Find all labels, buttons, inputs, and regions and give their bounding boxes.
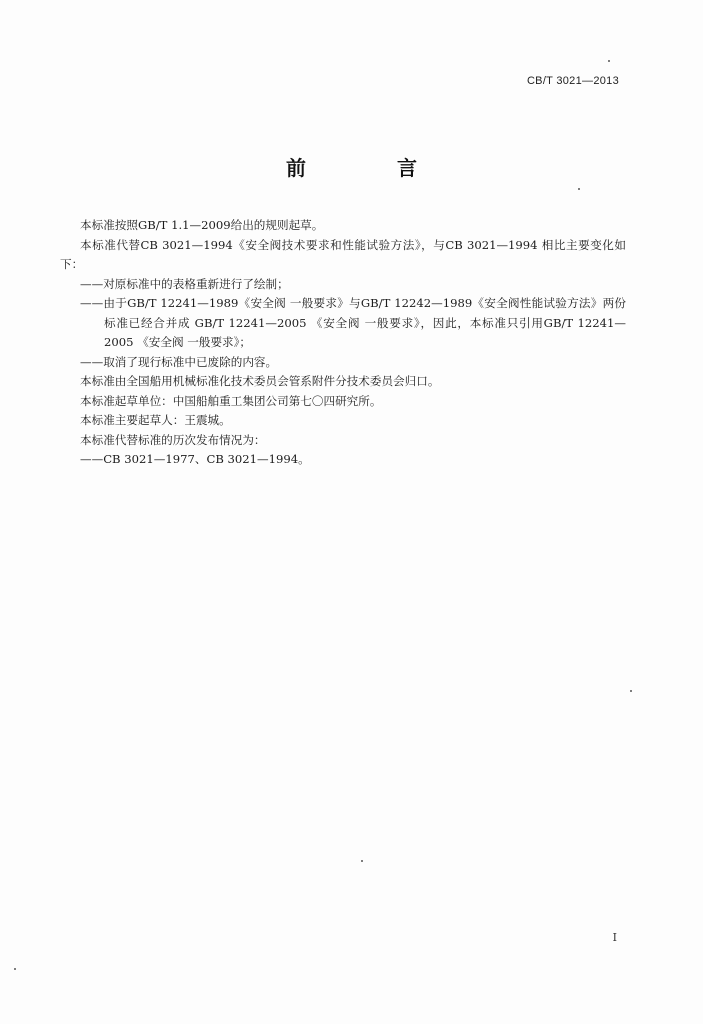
paragraph-release-history: 本标准代替标准的历次发布情况为： [80,432,266,447]
page-title: 前 言 [286,156,459,180]
scan-speck [578,188,580,190]
scan-speck [14,968,16,970]
list-item-previous-editions: ——CB 3021—1977、CB 3021—1994。 [80,452,310,466]
paragraph-drafting-unit: 本标准起草单位：中国船舶重工集团公司第七〇四研究所。 [80,393,382,408]
list-item-change-tables: ——对原标准中的表格重新进行了绘制； [80,276,289,291]
paragraph-main-drafter: 本标准主要起草人：王震城。 [80,413,231,427]
list-item-change-references: ——由于GB/T 12241—1989《安全阀 一般要求》与GB/T 12242—1989《安全阀性能试验方法》两份标准已经合并成 GB/T 12241—2005 《安全阀 一般要求》，因此，本标准只引用GB/T 12241—2005 《安全阀 一般要求》； [80,296,626,349]
scan-speck [361,860,363,862]
foreword-body [60,216,626,470]
scan-speck [630,690,632,692]
paragraph-drafting-rule: 本标准按照GB/T 1.1—2009给出的规则起草。 [80,218,324,232]
scan-speck [608,60,610,62]
paragraph-responsible-committee: 本标准由全国船用机械标准化技术委员会管系附件分技术委员会归口。 [80,374,440,388]
list-item-change-removed: ——取消了现行标准中已废除的内容。 [80,354,278,369]
standard-code: CB/T 3021—2013 [526,75,619,87]
page-number: I [612,931,617,944]
paragraph-replacement: 本标准代替CB 3021—1994《安全阀技术要求和性能试验方法》，与CB 3021—1994 相比主要变化如下： [60,237,626,271]
